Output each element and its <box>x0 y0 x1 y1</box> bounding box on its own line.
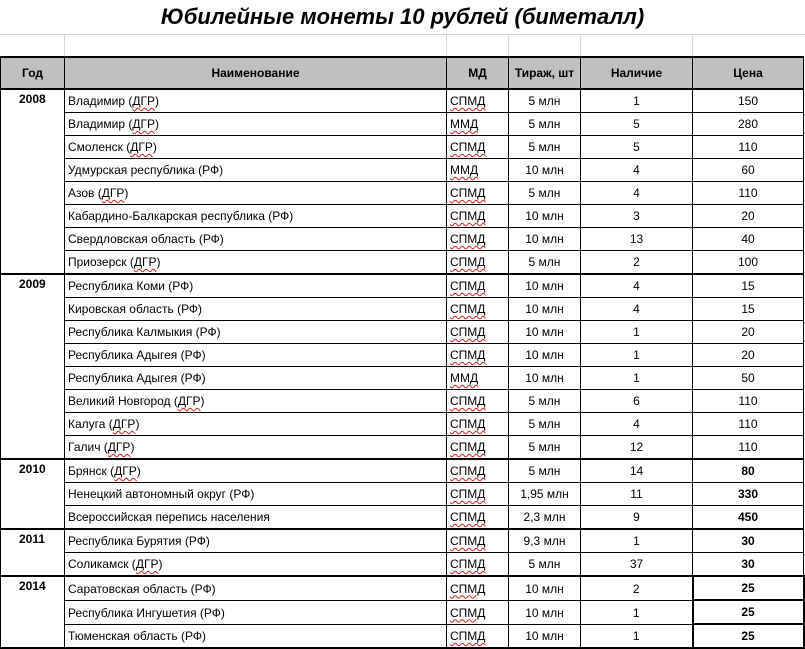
sheet-gridline <box>0 34 805 35</box>
cell-mint[interactable] <box>447 159 509 182</box>
table-row <box>1 321 804 344</box>
cell-name[interactable] <box>65 205 447 228</box>
mint-text: СПМД <box>450 302 486 316</box>
cell-mintage[interactable]: 5 млн <box>509 413 581 436</box>
cell-price[interactable]: 110 <box>693 182 804 205</box>
mint-text: СПМД <box>450 510 486 524</box>
header-stock[interactable]: Наличие <box>581 57 693 89</box>
sheet-gridline <box>446 34 447 56</box>
table-row <box>1 89 804 113</box>
cell-mint[interactable] <box>447 390 509 413</box>
mint-text: СПМД <box>450 464 486 478</box>
mint-text: СПМД <box>450 348 486 362</box>
cell-price[interactable]: 15 <box>693 274 804 298</box>
cell-mint[interactable] <box>447 624 509 648</box>
cell-mint[interactable] <box>447 251 509 275</box>
table-row <box>1 506 804 530</box>
name-abbreviation: ДГР <box>130 140 153 154</box>
table-row <box>1 553 804 577</box>
cell-name[interactable] <box>65 506 447 530</box>
cell-mint[interactable] <box>447 182 509 205</box>
name-abbreviation: ДГР <box>107 440 131 454</box>
table-row <box>1 576 804 600</box>
cell-price[interactable]: 330 <box>693 483 804 506</box>
cell-mintage[interactable]: 5 млн <box>509 89 581 113</box>
name-text: Кабардино-Балкарская республика (РФ) <box>68 209 294 223</box>
name-text-tail: ) <box>136 464 141 478</box>
name-abbreviation: ДГР <box>132 117 155 131</box>
cell-stock[interactable]: 1 <box>581 624 693 648</box>
cell-mintage[interactable]: 5 млн <box>509 113 581 136</box>
table-row <box>1 205 804 228</box>
name-text-tail: ) <box>154 94 159 108</box>
name-abbreviation: ДГР <box>133 255 157 269</box>
mint-text: СПМД <box>450 94 486 108</box>
name-text: Великий Новгород ( <box>68 394 178 408</box>
cell-price[interactable]: 30 <box>693 529 804 553</box>
cell-price[interactable]: 50 <box>693 367 804 390</box>
cell-name[interactable] <box>65 344 447 367</box>
cell-year[interactable]: 2009 <box>1 274 65 459</box>
name-abbreviation: ДГР <box>132 94 155 108</box>
sheet-gridline <box>508 34 509 56</box>
cell-name[interactable] <box>65 136 447 159</box>
table-row <box>1 529 804 553</box>
cell-mint[interactable] <box>447 89 509 113</box>
cell-stock[interactable]: 1 <box>581 529 693 553</box>
cell-price[interactable]: 20 <box>693 321 804 344</box>
cell-mintage[interactable]: 10 млн <box>509 159 581 182</box>
cell-mintage[interactable]: 5 млн <box>509 390 581 413</box>
cell-stock[interactable]: 5 <box>581 136 693 159</box>
table-row <box>1 600 804 624</box>
cell-name[interactable] <box>65 459 447 483</box>
cell-stock[interactable]: 2 <box>581 251 693 275</box>
cell-stock[interactable]: 2 <box>581 576 693 600</box>
name-text-tail: ) <box>124 186 129 200</box>
cell-mint[interactable] <box>447 483 509 506</box>
cell-stock[interactable]: 13 <box>581 228 693 251</box>
name-text: Республика Адыгея (РФ) <box>68 348 206 362</box>
name-text: Владимир ( <box>68 117 133 131</box>
sheet-title: Юбилейные монеты 10 рублей (биметалл) <box>160 4 645 29</box>
mint-text: СПМД <box>450 394 486 408</box>
cell-stock[interactable]: 1 <box>581 344 693 367</box>
cell-price[interactable]: 60 <box>693 159 804 182</box>
mint-text: СПМД <box>450 417 486 431</box>
name-text: Брянск ( <box>68 464 115 478</box>
cell-stock[interactable]: 4 <box>581 298 693 321</box>
table-row <box>1 459 804 483</box>
cell-mintage[interactable]: 5 млн <box>509 251 581 275</box>
mint-text: СПМД <box>450 255 486 269</box>
cell-mintage[interactable]: 10 млн <box>509 600 581 624</box>
cell-price[interactable]: 110 <box>693 413 804 436</box>
cell-mintage[interactable]: 10 млн <box>509 576 581 600</box>
header-row <box>1 57 804 89</box>
cell-mintage[interactable]: 5 млн <box>509 553 581 577</box>
name-abbreviation: ДГР <box>112 417 136 431</box>
cell-name[interactable] <box>65 182 447 205</box>
cell-mintage[interactable]: 10 млн <box>509 624 581 648</box>
cell-mint[interactable] <box>447 459 509 483</box>
mint-text: ММД <box>450 163 479 177</box>
cell-price[interactable]: 280 <box>693 113 804 136</box>
cell-name[interactable] <box>65 436 447 460</box>
name-text-tail: ) <box>154 117 159 131</box>
cell-price[interactable]: 20 <box>693 344 804 367</box>
table-row <box>1 159 804 182</box>
cell-price[interactable]: 30 <box>693 553 804 577</box>
cell-mintage[interactable]: 10 млн <box>509 321 581 344</box>
name-text: Республика Коми (РФ) <box>68 279 194 293</box>
name-text: Удмурская республика (РФ) <box>68 163 224 177</box>
cell-year[interactable]: 2011 <box>1 529 65 576</box>
mint-text: СПМД <box>450 534 486 548</box>
cell-name[interactable] <box>65 529 447 553</box>
cell-price[interactable]: 25 <box>693 624 804 648</box>
cell-year[interactable]: 2014 <box>1 576 65 648</box>
mint-text: СПМД <box>450 325 486 339</box>
table-row <box>1 436 804 460</box>
table-row <box>1 251 804 275</box>
cell-stock[interactable]: 1 <box>581 89 693 113</box>
name-text: Галич ( <box>68 440 108 454</box>
mint-text: СПМД <box>450 279 486 293</box>
cell-mintage[interactable]: 10 млн <box>509 298 581 321</box>
name-text: Республика Бурятия (РФ) <box>68 534 210 548</box>
cell-name[interactable] <box>65 228 447 251</box>
cell-mintage[interactable]: 5 млн <box>509 182 581 205</box>
cell-stock[interactable]: 1 <box>581 321 693 344</box>
cell-name[interactable] <box>65 298 447 321</box>
cell-price[interactable]: 20 <box>693 205 804 228</box>
mint-text: СПМД <box>450 232 486 246</box>
cell-stock[interactable]: 9 <box>581 506 693 530</box>
name-text: Всероссийская перепись населения <box>68 510 270 524</box>
coins-table <box>0 56 805 649</box>
cell-stock[interactable]: 1 <box>581 600 693 624</box>
mint-text: СПМД <box>450 186 486 200</box>
cell-price[interactable]: 450 <box>693 506 804 530</box>
cell-mint[interactable] <box>447 321 509 344</box>
cell-name[interactable] <box>65 624 447 648</box>
name-abbreviation: ДГР <box>101 186 125 200</box>
name-text-tail: ) <box>135 417 140 431</box>
table-row <box>1 228 804 251</box>
cell-name[interactable] <box>65 413 447 436</box>
header-year[interactable]: Год <box>1 57 65 89</box>
cell-name[interactable] <box>65 553 447 577</box>
table-row <box>1 413 804 436</box>
sheet-gridline <box>692 34 693 56</box>
cell-mintage[interactable]: 10 млн <box>509 228 581 251</box>
cell-mint[interactable] <box>447 576 509 600</box>
cell-name[interactable] <box>65 113 447 136</box>
cell-stock[interactable]: 37 <box>581 553 693 577</box>
name-text: Республика Адыгея (РФ) <box>68 371 206 385</box>
name-text: Ненецкий автономный округ (РФ) <box>68 487 255 501</box>
mint-text: СПМД <box>450 440 486 454</box>
name-text: Соликамск ( <box>68 557 136 571</box>
name-abbreviation: ДГР <box>135 557 159 571</box>
cell-mintage[interactable]: 5 млн <box>509 436 581 460</box>
cell-mint[interactable] <box>447 529 509 553</box>
cell-mintage[interactable]: 2,3 млн <box>509 506 581 530</box>
cell-mintage[interactable]: 10 млн <box>509 274 581 298</box>
cell-mintage[interactable]: 1,95 млн <box>509 483 581 506</box>
cell-price[interactable]: 25 <box>693 600 804 624</box>
name-text-tail: ) <box>152 140 157 154</box>
table-body <box>1 89 804 648</box>
name-text: Республика Ингушетия (РФ) <box>68 605 225 620</box>
cell-price[interactable]: 100 <box>693 251 804 275</box>
table-row <box>1 136 804 159</box>
mint-text: СПМД <box>450 605 486 620</box>
cell-stock[interactable]: 14 <box>581 459 693 483</box>
cell-name[interactable] <box>65 367 447 390</box>
cell-price[interactable]: 15 <box>693 298 804 321</box>
cell-mint[interactable] <box>447 228 509 251</box>
mint-text: СПМД <box>450 209 486 223</box>
cell-mint[interactable] <box>447 436 509 460</box>
table-row <box>1 624 804 648</box>
cell-stock[interactable]: 11 <box>581 483 693 506</box>
cell-price[interactable]: 110 <box>693 136 804 159</box>
cell-stock[interactable]: 6 <box>581 390 693 413</box>
cell-mintage[interactable]: 5 млн <box>509 136 581 159</box>
cell-name[interactable] <box>65 274 447 298</box>
name-abbreviation: ДГР <box>114 464 137 478</box>
name-text: Тюменская область (РФ) <box>68 629 206 643</box>
cell-stock[interactable]: 5 <box>581 113 693 136</box>
table-row <box>1 367 804 390</box>
mint-text: СПМД <box>450 557 486 571</box>
name-text: Калуга ( <box>68 417 113 431</box>
cell-price[interactable]: 110 <box>693 436 804 460</box>
cell-stock[interactable]: 4 <box>581 413 693 436</box>
cell-name[interactable] <box>65 390 447 413</box>
mint-text: ММД <box>450 371 479 385</box>
cell-year[interactable]: 2010 <box>1 459 65 529</box>
table-row <box>1 483 804 506</box>
cell-stock[interactable]: 4 <box>581 159 693 182</box>
name-text: Свердловская область (РФ) <box>68 232 224 246</box>
cell-mintage[interactable]: 10 млн <box>509 205 581 228</box>
name-text: Саратовская область (РФ) <box>68 581 216 596</box>
cell-price[interactable]: 110 <box>693 390 804 413</box>
cell-name[interactable] <box>65 251 447 275</box>
mint-text: СПМД <box>450 629 486 643</box>
name-text: Республика Калмыкия (РФ) <box>68 325 221 339</box>
cell-mint[interactable] <box>447 413 509 436</box>
cell-name[interactable] <box>65 321 447 344</box>
name-text: Владимир ( <box>68 94 133 108</box>
cell-price[interactable]: 80 <box>693 459 804 483</box>
name-text: Азов ( <box>68 186 102 200</box>
table-row <box>1 274 804 298</box>
mint-text: СПМД <box>450 487 486 501</box>
table-row <box>1 390 804 413</box>
cell-mint[interactable] <box>447 298 509 321</box>
cell-mint[interactable] <box>447 113 509 136</box>
name-text: Смоленск ( <box>68 140 131 154</box>
cell-mint[interactable] <box>447 136 509 159</box>
cell-stock[interactable]: 1 <box>581 367 693 390</box>
name-text-tail: ) <box>200 394 205 408</box>
cell-stock[interactable]: 4 <box>581 182 693 205</box>
cell-stock[interactable]: 4 <box>581 274 693 298</box>
mint-text: СПМД <box>450 581 486 596</box>
cell-name[interactable] <box>65 89 447 113</box>
table-row <box>1 344 804 367</box>
cell-price[interactable]: 150 <box>693 89 804 113</box>
name-text: Кировская область (РФ) <box>68 302 203 316</box>
header-name[interactable]: Наименование <box>65 57 447 89</box>
cell-mint[interactable] <box>447 367 509 390</box>
name-text-tail: ) <box>158 557 163 571</box>
cell-mintage[interactable]: 9,3 млн <box>509 529 581 553</box>
cell-mintage[interactable]: 10 млн <box>509 367 581 390</box>
mint-text: ММД <box>450 117 479 131</box>
sheet-gridline <box>64 34 65 56</box>
cell-mint[interactable] <box>447 274 509 298</box>
sheet-gridline <box>580 34 581 56</box>
name-text: Приозерск ( <box>68 255 134 269</box>
cell-mint[interactable] <box>447 344 509 367</box>
name-text-tail: ) <box>130 440 135 454</box>
cell-name[interactable] <box>65 600 447 624</box>
cell-name[interactable] <box>65 483 447 506</box>
table-row <box>1 113 804 136</box>
cell-year[interactable]: 2008 <box>1 89 65 274</box>
name-text-tail: ) <box>156 255 161 269</box>
table-row <box>1 298 804 321</box>
table-row <box>1 182 804 205</box>
cell-price[interactable]: 25 <box>693 576 804 600</box>
cell-stock[interactable]: 3 <box>581 205 693 228</box>
cell-mintage[interactable]: 5 млн <box>509 459 581 483</box>
cell-stock[interactable]: 12 <box>581 436 693 460</box>
cell-mint[interactable] <box>447 205 509 228</box>
cell-mint[interactable] <box>447 553 509 577</box>
name-abbreviation: ДГР <box>177 394 201 408</box>
mint-text: СПМД <box>450 140 486 154</box>
cell-price[interactable]: 40 <box>693 228 804 251</box>
header-price[interactable]: Цена <box>693 57 804 89</box>
header-mintage[interactable]: Тираж, шт <box>509 57 581 89</box>
cell-mint[interactable] <box>447 600 509 624</box>
header-mint[interactable]: МД <box>447 57 509 89</box>
cell-name[interactable] <box>65 576 447 600</box>
cell-mint[interactable] <box>447 506 509 530</box>
cell-name[interactable] <box>65 159 447 182</box>
cell-mintage[interactable]: 10 млн <box>509 344 581 367</box>
